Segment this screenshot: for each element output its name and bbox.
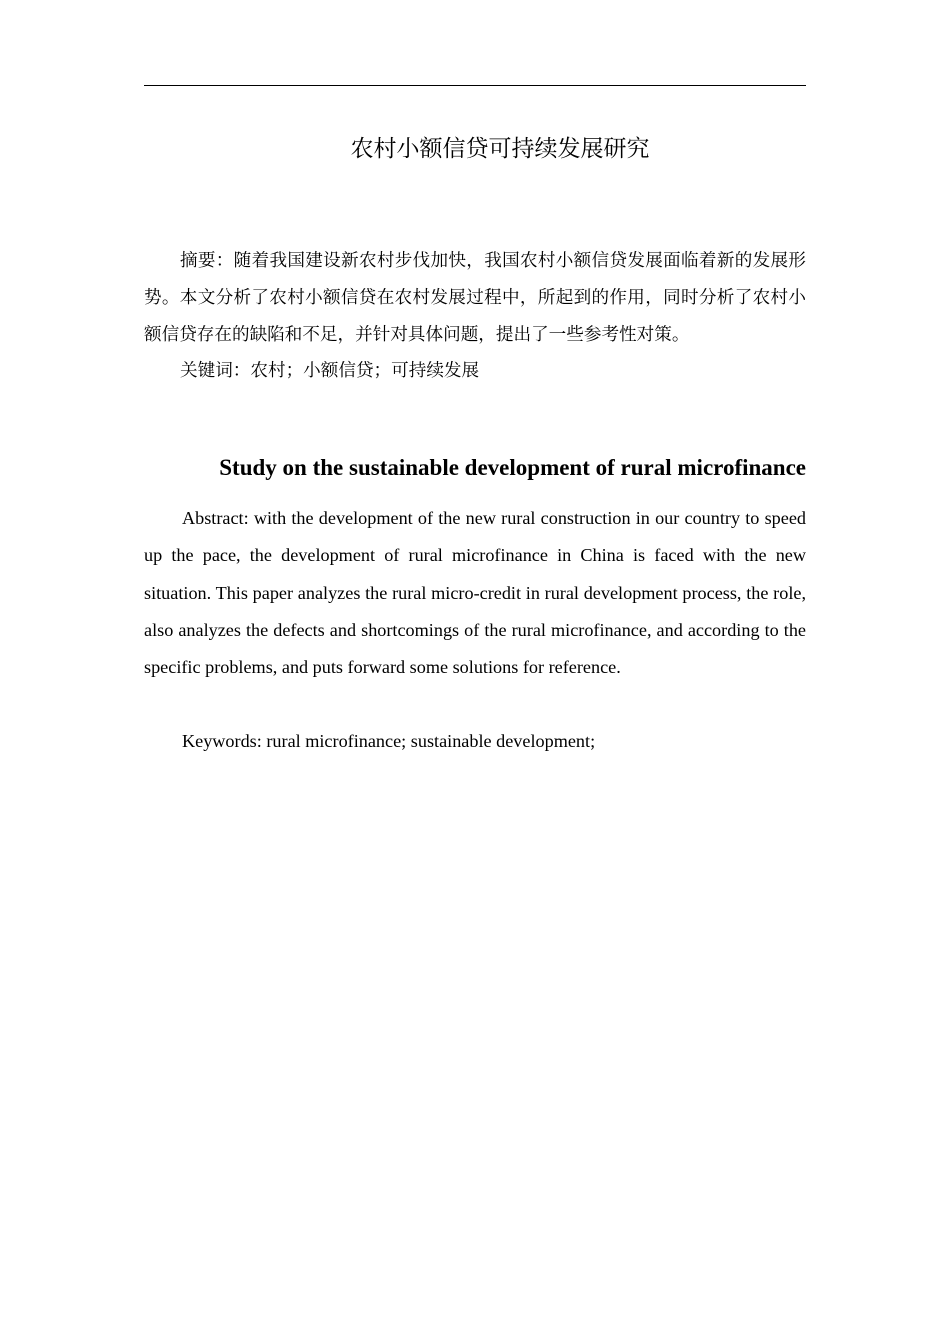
chinese-title: 农村小额信贷可持续发展研究	[350, 136, 650, 162]
english-abstract: Abstract: with the development of the new rural construction in our country to speed up the pace, the development of rural microfinance in China is faced with the new situation. This paper analyzes the rural micro-credit in rural development process, the role, also analyzes the defects and shortcomings of the rural microfinance, and according to the specific problems, and puts forward some solutions for reference.	[144, 508, 806, 678]
chinese-keywords: 关键词：农村；小额信贷；可持续发展	[180, 361, 480, 381]
english-keywords: Keywords: rural microfinance; sustainable development;	[182, 731, 596, 751]
header-rule	[144, 85, 806, 86]
chinese-abstract: 摘要：随着我国建设新农村步伐加快，我国农村小额信贷发展面临着新的发展形势。本文分析了农村小额信贷在农村发展过程中，所起到的作用，同时分析了农村小额信贷存在的缺陷和不足，并针对具体问题，提出了一些参考性对策。	[144, 251, 806, 345]
english-title: Study on the sustainable development of rural microfinance	[219, 455, 806, 480]
